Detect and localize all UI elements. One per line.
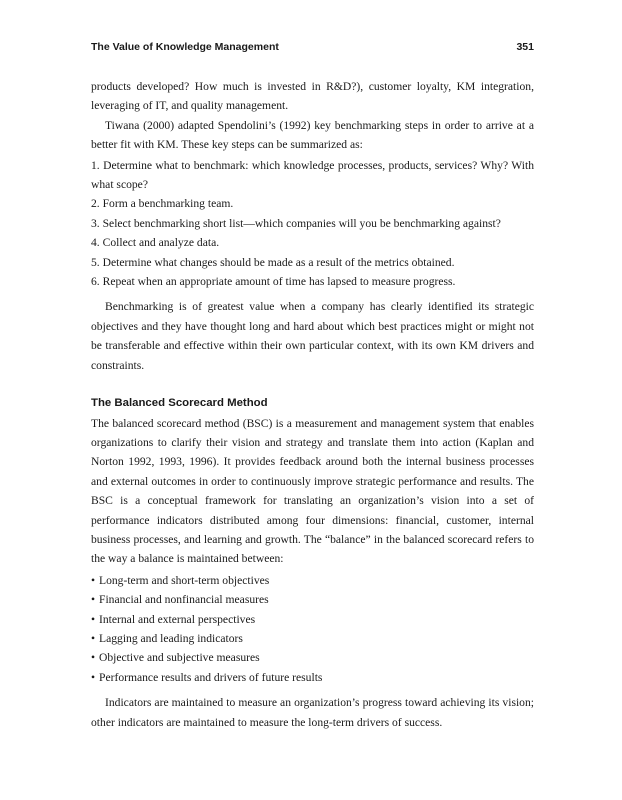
list-item (91, 668, 534, 687)
list-item: 3. Select benchmarking short list—which companies will you be benchmarking against? (91, 216, 501, 230)
bullet-text: Internal and external perspectives (99, 612, 256, 626)
page-number: 351 (516, 41, 534, 53)
list-item: 2. Form a benchmarking team. (91, 197, 234, 211)
bullet-icon: • (91, 593, 96, 607)
tiwana-paragraph: Tiwana (2000) adapted Spendolini’s (1992) key benchmarking steps in order to arrive at a better fit with KM. These key steps can be summarized as: (91, 118, 534, 152)
list-item (91, 610, 534, 629)
balance-bullet-list (91, 571, 534, 687)
bullet-icon: • (91, 631, 96, 645)
bullet-text: Objective and subjective measures (99, 651, 260, 665)
list-item (91, 629, 534, 648)
body-text (91, 77, 534, 732)
benchmarking-steps-list (91, 156, 534, 292)
bullet-icon: • (91, 612, 96, 626)
bullet-icon: • (91, 651, 96, 665)
bullet-text: Lagging and leading indicators (99, 631, 243, 645)
list-item: 4. Collect and analyze data. (91, 236, 220, 250)
benchmarking-value-paragraph: Benchmarking is of greatest value when a company has clearly identified its strategic objectives and they have thought long and hard about which best practices might or might not be transferable and effective within their own particular context, with its own KM drivers and constraints. (91, 300, 534, 372)
list-item (91, 648, 534, 667)
bullet-icon: • (91, 670, 96, 684)
bullet-text: Financial and nonfinancial measures (99, 593, 269, 607)
running-head-title: The Value of Knowledge Management (91, 41, 279, 53)
list-item: 1. Determine what to benchmark: which knowledge processes, products, services? Why? With what scope? (91, 158, 534, 192)
list-item: 5. Determine what changes should be made as a result of the metrics obtained. (91, 255, 455, 269)
bullet-text: Performance results and drivers of future results (99, 670, 323, 684)
list-item (91, 590, 534, 609)
list-item: 6. Repeat when an appropriate amount of time has lapsed to measure progress. (91, 275, 456, 289)
bsc-intro-paragraph: The balanced scorecard method (BSC) is a measurement and management system that enables organizations to clarify their vision and strategy and translate them into action (Kaplan and Norton 1992, 1993, 1996). It provides feedback around both the internal business processes and external outcomes in order to continuously improve strategic performance and results. The BSC is a conceptual framework for translating an organization’s vision into a set of performance indicators distributed among four dimensions: financial, customer, internal business processes, and learning and growth. The “balance” in the balanced scorecard refers to the way a balance is maintained between: (91, 416, 534, 566)
bullet-text: Long-term and short-term objectives (99, 573, 270, 587)
bullet-icon: • (91, 573, 96, 587)
running-head (91, 41, 534, 57)
continuation-paragraph: products developed? How much is invested in R&D?), customer loyalty, KM integration, leveraging of IT, and quality management. (91, 80, 534, 113)
section-heading: The Balanced Scorecard Method (91, 397, 268, 410)
list-item (91, 571, 534, 590)
closing-paragraph: Indicators are maintained to measure an organization’s progress toward achieving its vision; other indicators are maintained to measure the long-term drivers of success. (91, 696, 534, 729)
